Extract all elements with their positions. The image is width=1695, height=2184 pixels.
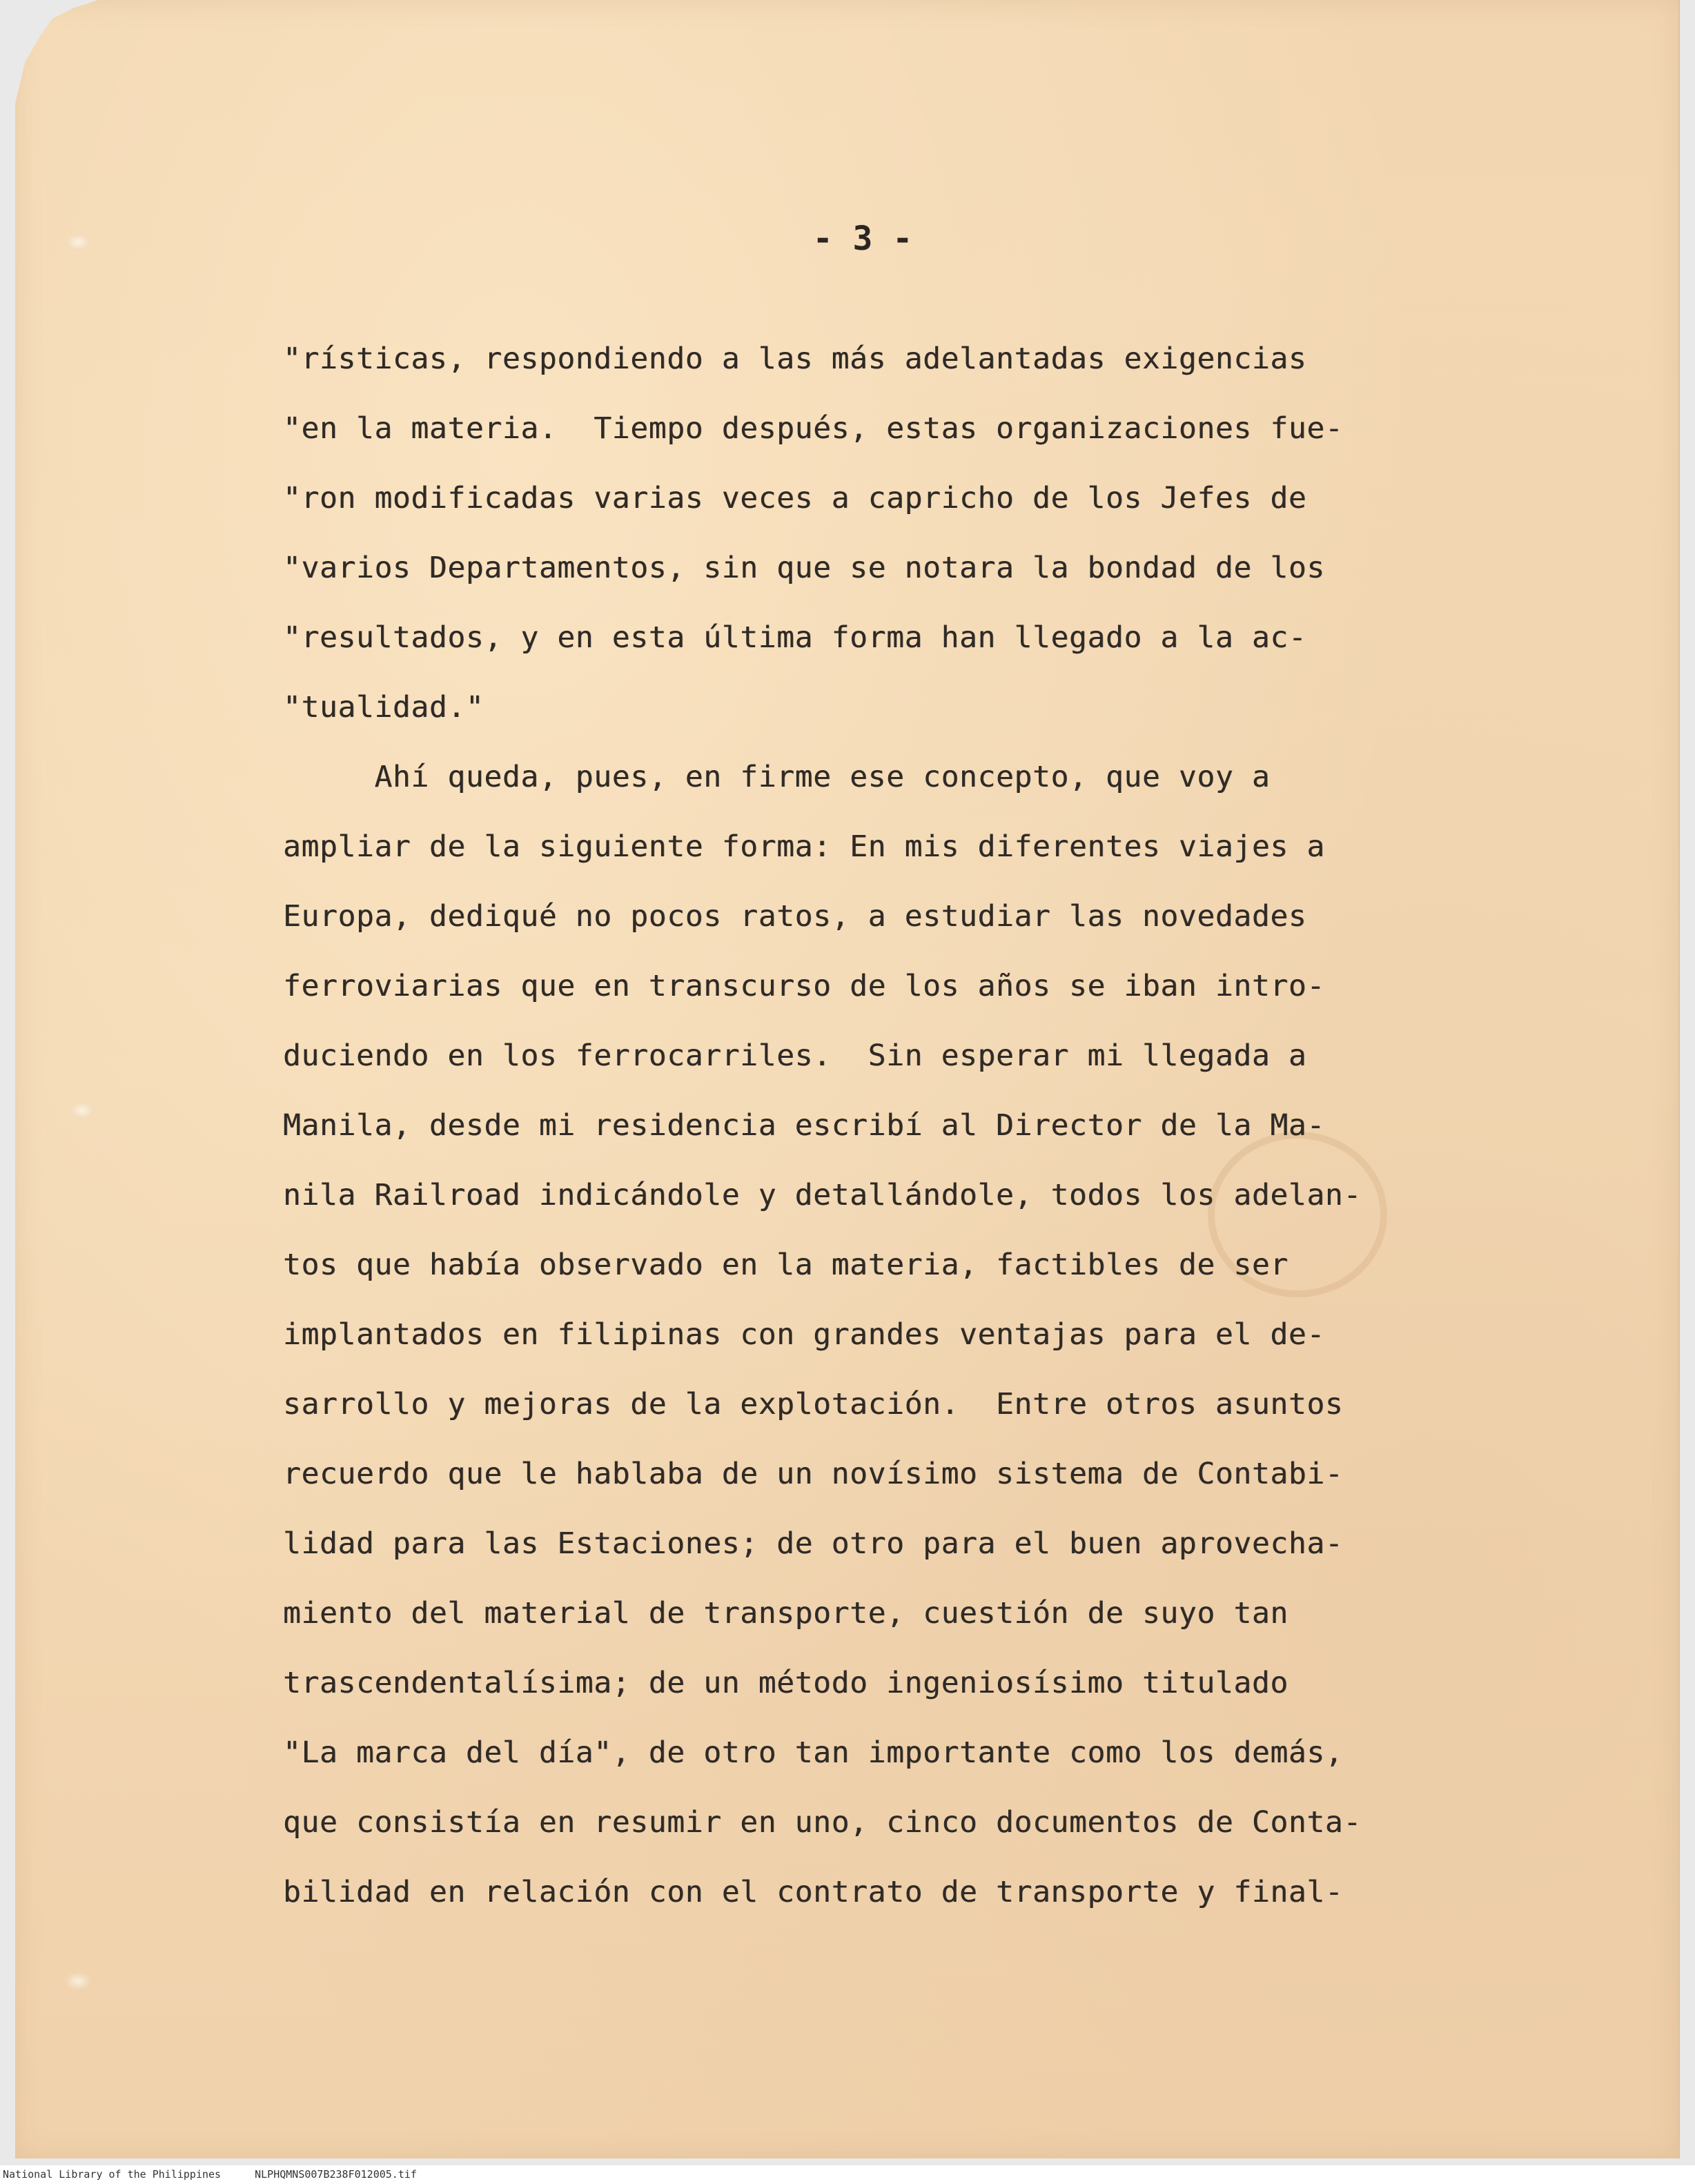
text-line: nila Railroad indicándole y detallándole, todos los adelan- <box>283 1178 1362 1212</box>
punch-hole-mark <box>65 1972 91 1990</box>
typed-body-text <box>283 324 1539 1927</box>
text-line: "varios Departamentos, sin que se notara la bondad de los <box>283 551 1325 585</box>
text-line: "en la materia. Tiempo después, estas organizaciones fue- <box>283 411 1344 446</box>
text-line: "La marca del día", de otro tan importante como los demás, <box>283 1735 1344 1770</box>
text-line: sarrollo y mejoras de la explotación. Entre otros asuntos <box>283 1387 1344 1421</box>
footer-filename: NLPHQMNS007B238F012005.tif <box>255 2168 417 2181</box>
scan-footer <box>0 2165 1695 2184</box>
text-line: "tualidad." <box>283 690 484 725</box>
text-line: Manila, desde mi residencia escribí al Director de la Ma- <box>283 1108 1325 1143</box>
text-line: bilidad en relación con el contrato de transporte y final- <box>283 1875 1344 1909</box>
text-line: ferroviarias que en transcurso de los años se iban intro- <box>283 969 1325 1003</box>
punch-hole-mark <box>69 1101 95 1119</box>
text-line: miento del material de transporte, cuestión de suyo tan <box>283 1596 1289 1631</box>
text-line: "rísticas, respondiendo a las más adelantadas exigencias <box>283 342 1307 376</box>
text-line: Ahí queda, pues, en firme ese concepto, que voy a <box>283 760 1271 794</box>
text-line: implantados en filipinas con grandes ventajas para el de- <box>283 1317 1325 1352</box>
text-line: trascendentalísima; de un método ingeniosísimo titulado <box>283 1666 1289 1700</box>
text-line: tos que había observado en la materia, factibles de ser <box>283 1248 1289 1282</box>
text-line: que consistía en resumir en uno, cinco documentos de Conta- <box>283 1805 1362 1840</box>
text-line: lidad para las Estaciones; de otro para el buen aprovecha- <box>283 1526 1344 1561</box>
page-number: - 3 - <box>812 219 913 258</box>
text-line: "ron modificadas varias veces a capricho de los Jefes de <box>283 481 1307 515</box>
text-line: duciendo en los ferrocarriles. Sin esperar mi llegada a <box>283 1039 1307 1073</box>
text-line: ampliar de la siguiente forma: En mis diferentes viajes a <box>283 829 1325 864</box>
punch-hole-mark <box>65 233 91 251</box>
footer-library: National Library of the Philippines <box>3 2168 222 2181</box>
text-line: recuerdo que le hablaba de un novísimo sistema de Contabi- <box>283 1457 1344 1491</box>
text-line: Europa, dediqué no pocos ratos, a estudiar las novedades <box>283 899 1307 934</box>
torn-corner <box>15 0 98 104</box>
text-line: "resultados, y en esta última forma han llegado a la ac- <box>283 620 1307 655</box>
